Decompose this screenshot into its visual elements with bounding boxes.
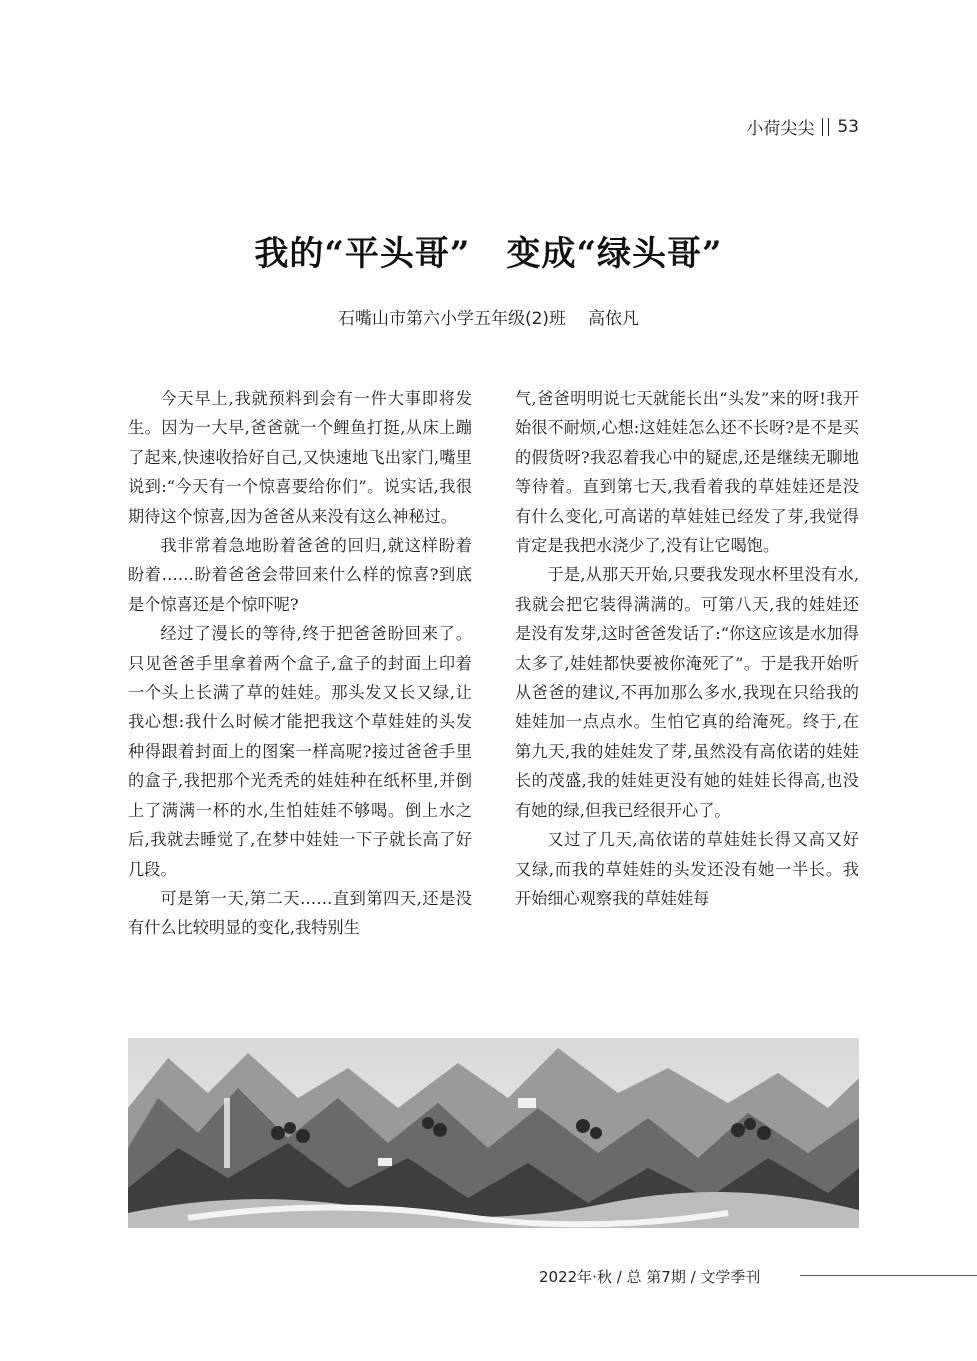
paragraph: 今天早上,我就预料到会有一件大事即将发生。因为一大早,爸爸就一个鲤鱼打挺,从床上蹦了起来,快速收拾好自己,又快速地飞出家门,嘴里说到:“今天有一个惊喜要给你们”。说实话,我很期待这个惊喜,因为爸爸从来没有这么神秘过。 — [128, 389, 472, 526]
header-divider — [822, 118, 829, 136]
landscape-painting-image — [128, 1038, 859, 1228]
paragraph: 又过了几天,高依诺的草娃娃长得又高又好又绿,而我的草娃娃的头发还没有她一半长。我开始细心观察我的草娃娃每 — [515, 830, 859, 908]
issue-info: 2022年·秋 / 总 第7期 / 文学季刊 — [539, 1268, 761, 1286]
title-part-2: 变成“绿头哥” — [506, 234, 723, 274]
paragraph: 于是,从那天开始,只要我发现水杯里没有水,我就会把它装得满满的。可第八天,我的娃娃还是没有发芽,这时爸爸发话了:“你这应该是水加得太多了,娃娃都快要被你淹死了”。于是我开始听从爸爸的建议,不再加那么多水,我现在只给我的娃娃加一点点水。生怕它真的给淹死。终于,在第九天,我的娃娃发了芽,虽然没有高依诺的娃娃长的茂盛,我的娃娃更没有她的娃娃长得高,也没有她的绿,但我已经很开心了。 — [515, 565, 859, 820]
running-header — [746, 114, 859, 139]
paragraph: 经过了漫长的等待,终于把爸爸盼回来了。只见爸爸手里拿着两个盒子,盒子的封面上印着一个头上长满了草的娃娃。那头发又长又绿,让我心想:我什么时候才能把我这个草娃娃的头发种得跟着封面上的图案一样高呢?接过爸爸手里的盒子,我把那个光秃秃的娃娃种在纸杯里,并倒上了满满一杯的水,生怕娃娃不够喝。倒上水之后,我就去睡觉了,在梦中娃娃一下子就长高了好几段。 — [128, 624, 472, 879]
mountain-landscape-illustration — [128, 1038, 859, 1228]
right-column — [515, 384, 859, 913]
article-title — [0, 226, 977, 275]
paragraph: 可是第一天,第二天……直到第四天,还是没有什么比较明显的变化,我特别生 — [128, 888, 472, 938]
author-byline — [0, 304, 977, 329]
page-number: 53 — [837, 116, 859, 137]
paragraph-continued: 气,爸爸明明说七天就能长出“头发”来的呀!我开始很不耐烦,心想:这娃娃怎么还不长呀?是不是买的假货呀?我忍着我心中的疑虑,还是继续无聊地等待着。直到第七天,我看着我的草娃娃还是没有什么变化,可高诺的草娃娃已经发了芽,我觉得肯定是我把水浇少了,没有让它喝饱。 — [515, 389, 859, 556]
author-school: 石嘴山市第六小学五年级(2)班 — [337, 309, 567, 329]
author-name: 高依凡 — [588, 309, 640, 329]
title-part-1: 我的“平头哥” — [254, 234, 471, 274]
footer-rule — [800, 1275, 977, 1276]
section-name: 小荷尖尖 — [746, 119, 815, 139]
left-column — [128, 384, 472, 943]
footer-issue — [539, 1266, 760, 1287]
paragraph: 我非常着急地盼着爸爸的回归,就这样盼着盼着……盼着爸爸会带回来什么样的惊喜?到底是个惊喜还是个惊吓呢? — [128, 536, 472, 614]
